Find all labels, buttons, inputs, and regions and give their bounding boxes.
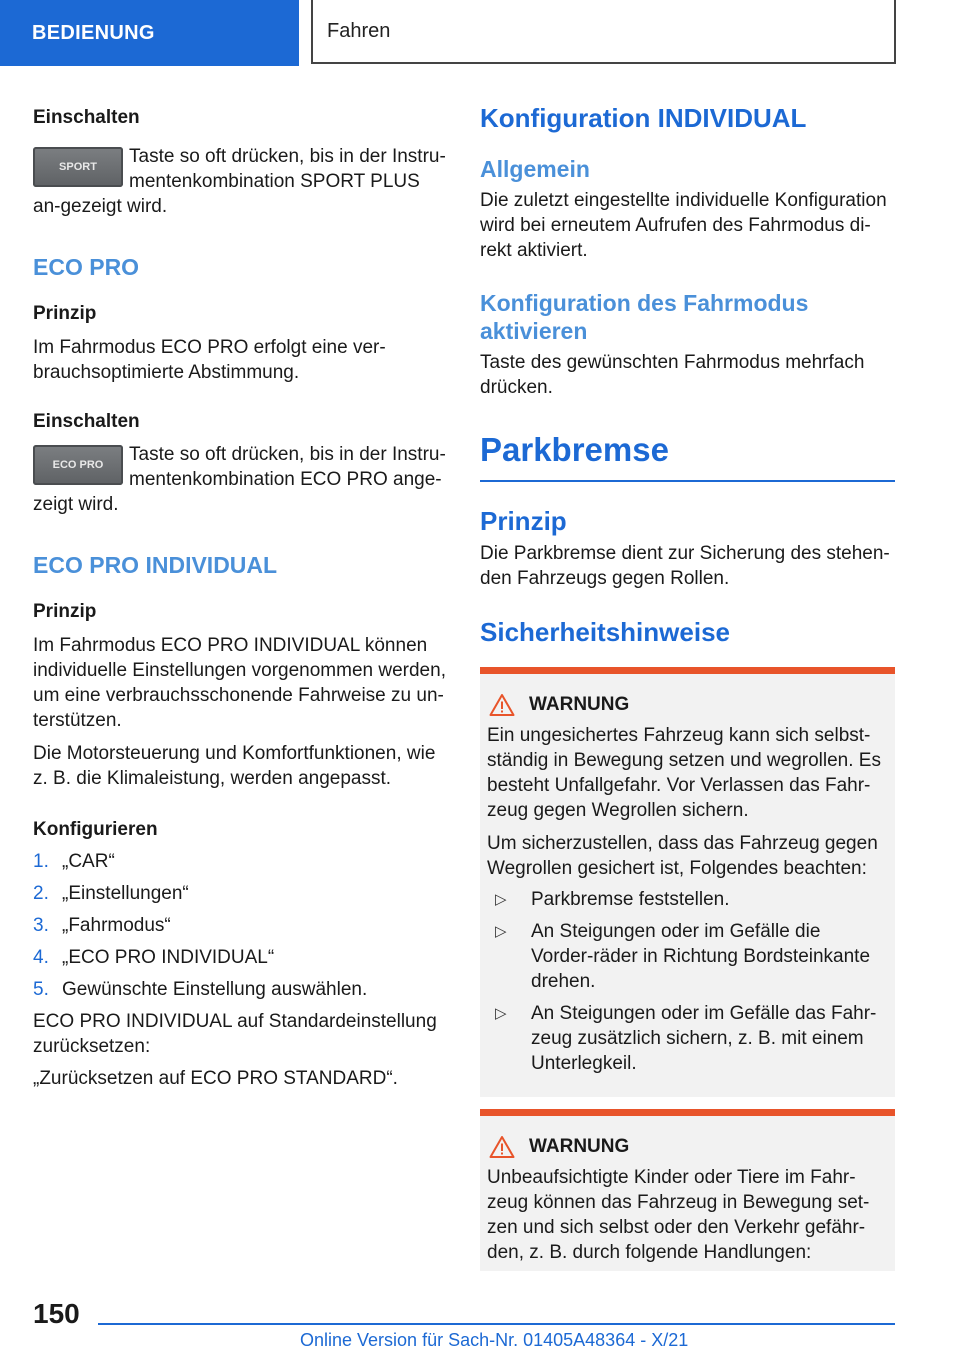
konfigurieren-heading: Konfigurieren — [33, 819, 158, 840]
warning-text-2: Um sicherzustellen, dass das Fahrzeug gegen Wegrollen gesichert ist, Folgendes beachten: — [487, 833, 878, 879]
allgemein-text: Die zuletzt eingestellte individuelle Konfiguration wird bei erneutem Aufrufen des Fahrmodus di-rekt aktiviert. — [480, 190, 887, 261]
warning-text: Ein ungesichertes Fahrzeug kann sich selbst-ständig in Bewegung setzen und wegrollen. Es besteht Unfallgefahr. Vor Verlassen das Fahr-zeug gegen Wegrollen sichern. — [487, 725, 881, 821]
warning-label: WARNUNG — [529, 1136, 630, 1157]
list-item: ▷ An Steigungen oder im Gefälle die Vorder-räder in Richtung Bordsteinkante drehen. — [487, 919, 887, 994]
prinzip-heading: Prinzip — [33, 303, 97, 324]
section-divider — [480, 480, 895, 482]
prinzip-text: Im Fahrmodus ECO PRO INDIVIDUAL können individuelle Einstellungen vorgenommen werden, um eine verbrauchsschonende Fahrweise zu un-terstützen. — [33, 635, 446, 731]
ecopro-heading: ECO PRO — [33, 254, 140, 280]
chapter-label: Fahren — [327, 19, 391, 42]
sport-instruction — [33, 144, 448, 219]
konfiguration-individual-heading: Konfiguration INDIVIDUAL — [480, 103, 807, 133]
prinzip-text: Im Fahrmodus ECO PRO erfolgt eine ver-brauchsoptimierte Abstimmung. — [33, 337, 386, 383]
einschalten-heading: Einschalten — [33, 107, 140, 128]
footer-divider — [98, 1323, 895, 1325]
list-item: 2. „Einstellungen“ — [33, 883, 189, 904]
list-item: 4. „ECO PRO INDIVIDUAL“ — [33, 947, 275, 968]
warning-box — [480, 1109, 895, 1271]
warning-triangle-icon — [489, 693, 515, 717]
footer-online-version: Online Version für Sach-Nr. 01405A48364 - X/21 — [300, 1330, 689, 1350]
reset-value: „Zurücksetzen auf ECO PRO STANDARD“. — [33, 1068, 398, 1089]
bullet-icon: ▷ — [495, 891, 507, 908]
left-column — [33, 100, 448, 1091]
warning-text: Unbeaufsichtigte Kinder oder Tiere im Fahr-zeug können das Fahrzeug in Bewegung set-zen und sich selbst oder den Verkehr gefähr-den, z. B. durch folgende Handlungen: — [487, 1167, 870, 1263]
ecopro-individual-heading: ECO PRO INDIVIDUAL — [33, 552, 278, 578]
einschalten-text: Taste so oft drücken, bis in der Instru-mentenkombination ECO PRO ange-zeigt wird. — [33, 444, 446, 515]
list-item: 3. „Fahrmodus“ — [33, 915, 171, 936]
chapter-tab — [311, 0, 896, 64]
right-column — [480, 100, 895, 1271]
prinzip-text: Die Parkbremse dient zur Sicherung des stehen-den Fahrzeugs gegen Rollen. — [480, 543, 890, 589]
warning-triangle-icon — [489, 1135, 515, 1159]
warning-title — [487, 692, 887, 717]
warning-box — [480, 667, 895, 1097]
ecopro-button-icon: ECO PRO — [33, 445, 123, 485]
sport-button-icon: SPORT — [33, 147, 123, 187]
warning-title — [487, 1134, 887, 1159]
warning-bullets — [487, 887, 887, 1076]
konfiguration-aktivieren-text: Taste des gewünschten Fahrmodus mehrfach drücken. — [480, 352, 865, 398]
bullet-icon: ▷ — [495, 1005, 507, 1022]
page-number: 150 — [33, 1298, 80, 1329]
warning-label: WARNUNG — [529, 694, 630, 715]
konfiguration-aktivieren-heading: Konfiguration des Fahrmodus aktivieren — [480, 290, 809, 344]
section-tab — [0, 0, 299, 66]
list-item: ▷ An Steigungen oder im Gefälle das Fahr-zeug zusätzlich sichern, z. B. mit einem Unterlegkeil. — [487, 1001, 887, 1076]
sicherheitshinweise-heading: Sicherheitshinweise — [480, 617, 730, 647]
list-item: ▷ Parkbremse feststellen. — [487, 887, 887, 912]
list-item: 1. „CAR“ — [33, 851, 115, 872]
einschalten-text: Taste so oft drücken, bis in der Instru-mentenkombination SPORT PLUS an-gezeigt wird. — [33, 146, 446, 217]
einschalten-heading: Einschalten — [33, 411, 140, 432]
prinzip-heading: Prinzip — [480, 506, 567, 536]
parkbremse-heading: Parkbremse — [480, 431, 669, 468]
reset-text: ECO PRO INDIVIDUAL auf Standardeinstellung zurücksetzen: — [33, 1011, 437, 1057]
list-item: 5. Gewünschte Einstellung auswählen. — [33, 979, 368, 1000]
section-label: BEDIENUNG — [32, 21, 155, 44]
prinzip-text-2: Die Motorsteuerung und Komfortfunktionen, wie z. B. die Klimaleistung, werden angepasst. — [33, 743, 436, 789]
prinzip-heading: Prinzip — [33, 601, 97, 622]
konfigurieren-steps — [33, 849, 448, 1002]
bullet-icon: ▷ — [495, 923, 507, 940]
ecopro-instruction — [33, 442, 448, 517]
allgemein-heading: Allgemein — [480, 156, 590, 182]
